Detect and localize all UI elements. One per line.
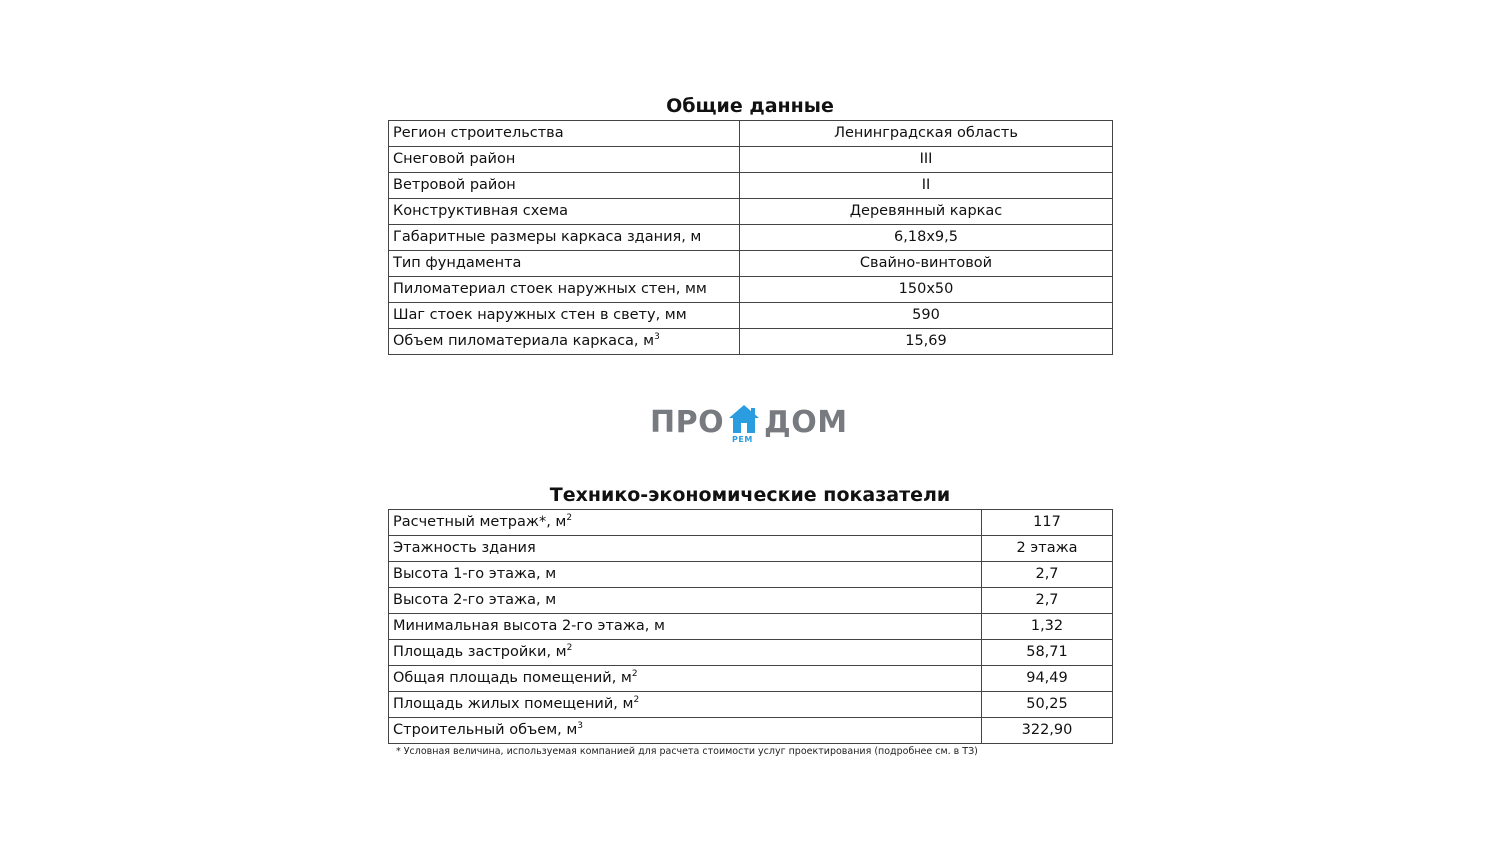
- logo-right-text: ДОМ: [764, 405, 848, 440]
- logo-left-text: ПРО: [650, 405, 725, 440]
- tep-label-cell: [389, 562, 982, 588]
- general-data-label-cell: [389, 199, 740, 225]
- tep-value: 2,7: [982, 562, 1113, 588]
- tep-row: [389, 614, 1113, 640]
- logo-sub-text: РЕМ: [732, 435, 753, 444]
- general-data-row: [389, 303, 1113, 329]
- general-data-label: Объем пиломатериала каркаса, м: [393, 333, 655, 349]
- general-data-value: Свайно-винтовой: [740, 251, 1113, 277]
- tep-label: Площадь застройки, м: [393, 644, 567, 660]
- tep-label-cell: [389, 536, 982, 562]
- tep-value: 50,25: [982, 692, 1113, 718]
- general-data-unit-exponent: 3: [654, 332, 660, 342]
- general-data-row: [389, 329, 1113, 355]
- general-data-label-cell: [389, 251, 740, 277]
- general-data-label: Ветровой район: [393, 177, 516, 193]
- tep-value: 117: [982, 510, 1113, 536]
- tep-row: [389, 562, 1113, 588]
- tep-unit-exponent: 3: [577, 721, 584, 731]
- tep-label-cell: [389, 588, 982, 614]
- general-data-row: [389, 147, 1113, 173]
- tep-row: [389, 666, 1113, 692]
- tep-label-cell: [389, 692, 982, 718]
- tep-value: 2 этажа: [982, 536, 1113, 562]
- general-data-label: Регион строительства: [393, 125, 564, 141]
- tep-table: [388, 509, 1113, 744]
- general-data-value: 590: [740, 303, 1113, 329]
- tep-label: Площадь жилых помещений, м: [393, 696, 634, 712]
- general-data-value: 150х50: [740, 277, 1113, 303]
- footnote: * Условная величина, используемая компанией для расчета стоимости услуг проектирования (подробнее см. в ТЗ): [396, 746, 978, 757]
- tep-unit-exponent: 2: [631, 669, 638, 679]
- general-data-value: 6,18х9,5: [740, 225, 1113, 251]
- general-data-label-cell: [389, 303, 740, 329]
- general-data-value: II: [740, 173, 1113, 199]
- tep-row: [389, 718, 1113, 744]
- tep-value: 1,32: [982, 614, 1113, 640]
- prodom-logo: [648, 402, 852, 448]
- general-data-label-cell: [389, 147, 740, 173]
- tep-label: Минимальная высота 2-го этажа, м: [393, 618, 665, 634]
- general-data-title: Общие данные: [666, 95, 834, 117]
- general-data-label: Снеговой район: [393, 151, 516, 167]
- tep-label: Высота 1-го этажа, м: [393, 566, 557, 582]
- general-data-table: [388, 120, 1113, 355]
- general-data-label-cell: [389, 173, 740, 199]
- general-data-row: [389, 121, 1113, 147]
- tep-unit-exponent: 2: [566, 643, 573, 653]
- tep-label-cell: [389, 510, 982, 536]
- tep-value: 58,71: [982, 640, 1113, 666]
- general-data-value: Деревянный каркас: [740, 199, 1113, 225]
- tep-label-cell: [389, 614, 982, 640]
- tep-label: Общая площадь помещений, м: [393, 670, 632, 686]
- tep-row: [389, 536, 1113, 562]
- general-data-value: III: [740, 147, 1113, 173]
- tep-value: 2,7: [982, 588, 1113, 614]
- general-data-value: Ленинградская область: [740, 121, 1113, 147]
- general-data-label-cell: [389, 277, 740, 303]
- tep-label: Расчетный метраж*, м: [393, 514, 567, 530]
- tep-label: Высота 2-го этажа, м: [393, 592, 557, 608]
- tep-value: 322,90: [982, 718, 1113, 744]
- tep-row: [389, 640, 1113, 666]
- general-data-label-cell: [389, 121, 740, 147]
- general-data-label: Пиломатериал стоек наружных стен, мм: [393, 281, 707, 297]
- general-data-label: Шаг стоек наружных стен в свету, мм: [393, 307, 687, 323]
- general-data-label-cell: [389, 225, 740, 251]
- tep-label: Строительный объем, м: [393, 722, 578, 738]
- general-data-value: 15,69: [740, 329, 1113, 355]
- tep-value: 94,49: [982, 666, 1113, 692]
- tep-row: [389, 588, 1113, 614]
- tep-label-cell: [389, 640, 982, 666]
- tep-label-cell: [389, 666, 982, 692]
- general-data-label: Тип фундамента: [393, 255, 522, 271]
- tep-label-cell: [389, 718, 982, 744]
- general-data-row: [389, 225, 1113, 251]
- general-data-row: [389, 251, 1113, 277]
- general-data-label: Габаритные размеры каркаса здания, м: [393, 229, 702, 245]
- general-data-label-cell: [389, 329, 740, 355]
- tep-label: Этажность здания: [393, 540, 536, 556]
- tep-unit-exponent: 2: [566, 513, 573, 523]
- general-data-row: [389, 277, 1113, 303]
- tep-title: Технико-экономические показатели: [549, 484, 951, 506]
- tep-row: [389, 510, 1113, 536]
- general-data-row: [389, 173, 1113, 199]
- general-data-row: [389, 199, 1113, 225]
- house-icon: [727, 404, 761, 434]
- tep-unit-exponent: 2: [633, 695, 640, 705]
- tep-row: [389, 692, 1113, 718]
- general-data-label: Конструктивная схема: [393, 203, 569, 219]
